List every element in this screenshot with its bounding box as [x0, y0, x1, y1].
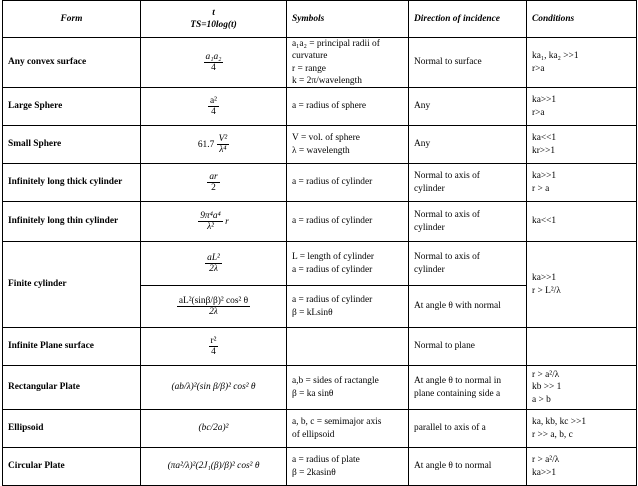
conditions-cell: r > a²/λ kb >> 1 a > b — [527, 366, 637, 410]
ts-formula: (bc/2a)² — [141, 410, 287, 448]
formula-fraction: $\frac{ar}{2}$ — [209, 171, 218, 193]
ts-formula — [141, 38, 287, 88]
direction-cell: At angle θ with normal — [409, 286, 527, 328]
table-row — [3, 448, 637, 486]
target-strength-table — [2, 0, 637, 486]
formula-fraction: $\frac{\text{aL²}}{2\lambda}$ — [207, 252, 220, 274]
direction-cell: Normal to plane — [409, 328, 527, 366]
conditions-cell: ka<<1 — [527, 202, 637, 242]
table-row — [3, 126, 637, 164]
form-cell: Infinitely long thin cylinder — [3, 202, 141, 242]
conditions-cell: r > a²/λ ka>>1 — [527, 448, 637, 486]
header-symbols: Symbols — [287, 1, 409, 38]
symbols-cell — [287, 328, 409, 366]
symbols-cell: L = length of cylinder a = radius of cylinder — [287, 242, 409, 286]
table-row — [3, 410, 637, 448]
direction-cell: At angle θ to normal in plane containing side a — [409, 366, 527, 410]
table-row — [3, 88, 637, 126]
form-cell: Small Sphere — [3, 126, 141, 164]
symbols-cell: V = vol. of sphere λ = wavelength — [287, 126, 409, 164]
form-cell: Circular Plate — [3, 448, 141, 486]
table-row — [3, 38, 637, 88]
conditions-cell: ka>>1 r>a — [527, 88, 637, 126]
symbols-cell: a₁a₂ = principal radii of curvature r = range k = 2π/wavelength — [287, 38, 409, 88]
direction-cell: Normal to axis of cylinder — [409, 242, 527, 286]
symbols-cell: a, b, c = semimajor axis of ellipsoid — [287, 410, 409, 448]
direction-cell: Any — [409, 88, 527, 126]
symbols-cell: a = radius of cylinder β = kLsinθ — [287, 286, 409, 328]
symbols-cell: a = radius of cylinder — [287, 164, 409, 202]
ts-formula — [141, 164, 287, 202]
direction-cell: parallel to axis of a — [409, 410, 527, 448]
conditions-cell: ka, kb, kc >>1 r >> a, b, c — [527, 410, 637, 448]
ts-formula — [141, 242, 287, 286]
conditions-cell: ka<<1 kr>>1 — [527, 126, 637, 164]
conditions-cell: ka>>1 r > L²/λ — [527, 242, 637, 328]
ts-formula — [141, 286, 287, 328]
header-form: Form — [3, 1, 141, 38]
formula-fraction: $\frac{\text{r²}}{4}$ — [210, 335, 217, 357]
direction-cell: Normal to surface — [409, 38, 527, 88]
form-cell: Finite cylinder — [3, 242, 141, 328]
form-cell: Any convex surface — [3, 38, 141, 88]
direction-cell: Normal to axis of cylinder — [409, 164, 527, 202]
formula-fraction: $\frac{\text{a²}}{4}$ — [210, 95, 217, 117]
symbols-cell: a,b = sides of ractangle β = ka sinθ — [287, 366, 409, 410]
table-row — [3, 202, 637, 242]
formula-fraction: $\frac{\text{aL²(sinβ/β)² cos² θ}}{2\lambda}$ — [178, 295, 249, 317]
ts-formula: (ab/λ)²(sin β/β)² cos² θ — [141, 366, 287, 410]
direction-cell: Any — [409, 126, 527, 164]
ts-formula — [141, 328, 287, 366]
conditions-cell: ka₁, ka₂ >>1 r>a — [527, 38, 637, 88]
ts-formula: $\frac{\text{9π⁴a⁴}}{\text{λ²}}$ r — [141, 202, 287, 242]
symbols-cell: a = radius of plate β = 2kasinθ — [287, 448, 409, 486]
header-row — [3, 1, 637, 38]
symbols-cell: a = radius of cylinder — [287, 202, 409, 242]
table-row — [3, 366, 637, 410]
form-cell: Large Sphere — [3, 88, 141, 126]
form-cell: Ellipsoid — [3, 410, 141, 448]
header-conditions: Conditions — [527, 1, 637, 38]
formula-fraction: $\frac{\text{9π⁴a⁴}}{\text{λ²}}$ — [200, 210, 221, 232]
formula-fraction: $\frac{\text{V²}}{\text{λ⁴}}$ — [218, 133, 228, 155]
table-row — [3, 164, 637, 202]
ts-formula: 61.7 $\frac{\text{V²}}{\text{λ⁴}}$ — [141, 126, 287, 164]
header-ts-bottom: TS=10log(t) — [190, 20, 237, 30]
symbols-cell: a = radius of sphere — [287, 88, 409, 126]
header-ts — [141, 1, 287, 38]
formula-fraction: $\frac{\text{a₁a₂}}{4}$ — [205, 51, 222, 73]
header-ts-top: t — [212, 7, 215, 18]
form-cell: Infinite Plane surface — [3, 328, 141, 366]
ts-formula: (πa²/λ)²(2J₁(β)/β)² cos² θ — [141, 448, 287, 486]
ts-formula — [141, 88, 287, 126]
direction-cell: At angle θ to normal — [409, 448, 527, 486]
table-row — [3, 328, 637, 366]
form-cell: Rectangular Plate — [3, 366, 141, 410]
table-row — [3, 242, 637, 286]
conditions-cell: ka>>1 r > a — [527, 164, 637, 202]
form-cell: Infinitely long thick cylinder — [3, 164, 141, 202]
direction-cell: Normal to axis of cylinder — [409, 202, 527, 242]
header-direction: Direction of incidence — [409, 1, 527, 38]
conditions-cell — [527, 328, 637, 366]
